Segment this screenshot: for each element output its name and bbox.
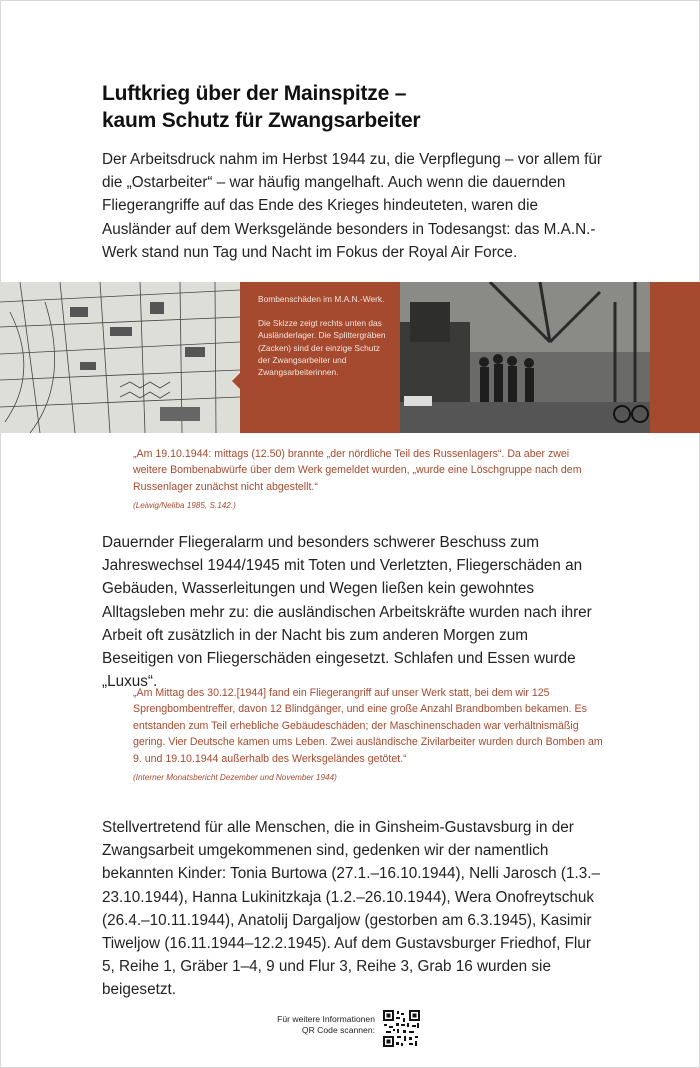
quote-2 xyxy=(133,685,603,786)
body-paragraph-3: Stellvertretend für alle Menschen, die in Ginsheim-Gustavsburg in der Zwangsarbeit umgekommenen sind, gedenken wir der namentlich bekannten Kinder: Tonia Burtowa (27.1.–16.10.1944), Nelli Jarosch (1.3.–23.10.1944), Hanna Lukinitzkaja (1.2.–26.10.1944), Wera Onofreytschuk (26.4.–10.11.1944), Anatolij Dargaljow (gestorben am 6.3.1945), Kasimir Tiweljow (16.11.1944–12.2.1945). Auf dem Gustavsburger Friedhof, Flur 5, Reihe 1, Gräber 1–4, 9 und Flur 3, Reihe 3, Grab 16 wurden sie beigesetzt. xyxy=(102,819,601,999)
caption-text: Die Skizze zeigt rechts unten das Ausländerlager. Die Splittergräben (Zacken) sind der einzige Schutz der Zwangsarbeiter und Zwangsarbeiterinnen. xyxy=(258,318,386,378)
intro-paragraph: Der Arbeitsdruck nahm im Herbst 1944 zu, die Verpflegung – vor allem für die „Ostarbeiter“ – war häufig mangelhaft. Auch wenn die dauernden Fliegerangriffe auf das Ende des Krieges hindeuteten, waren die Ausländer auf dem Werksgelände besonders in Todesangst: das M.A.N.-Werk stand nun Tag und Nacht im Fokus der Royal Air Force. xyxy=(102,151,602,261)
quote-2-source: (Interner Monatsbericht Dezember und November 1944) xyxy=(133,773,337,783)
title-line-1: Luftkrieg über der Mainspitze – xyxy=(102,82,407,105)
qr-label-line-2: QR Code scannen: xyxy=(301,1025,375,1036)
qr-label xyxy=(236,1014,375,1037)
map-sketch-icon xyxy=(0,282,240,433)
title-line-2: kaum Schutz für Zwangsarbeiter xyxy=(102,109,421,132)
qr-code-icon[interactable] xyxy=(383,1010,420,1047)
map-sketch-image xyxy=(0,282,240,433)
bomb-damage-photo xyxy=(400,282,650,433)
qr-label-line-1: Für weitere Informationen xyxy=(277,1014,375,1024)
bomb-damage-photo-icon xyxy=(400,282,650,433)
quote-2-text: „Am Mittag des 30.12.[1944] fand ein Fliegerangriff auf unser Werk statt, bei dem wir 125 Sprengbombentreffer, davon 12 Blindgänger, und eine große Anzahl Brandbomben bekamen. Es entstanden zum Teil erhebliche Gebäudeschäden; der Maschinenschaden war verhältnismäßig gering. Vier Deutsche kamen ums Leben. Zwei ausländische Zivilarbeiter wurden durch Bomben am 9. und 19.10.1944 außerhalb des Werksgeländes getötet.“ xyxy=(133,687,603,765)
caption-pointer xyxy=(232,372,241,390)
page-title xyxy=(102,80,622,134)
body-paragraph-2: Dauernder Fliegeralarm und besonders schwerer Beschuss zum Jahreswechsel 1944/1945 mit Toten und Verletzten, Fliegerschäden an Gebäuden, Wasserleitungen und Wegen ließen kein gewohntes Alltagsleben mehr zu: die ausländischen Arbeitskräfte wurden nach ihrer Arbeit oft zusätzlich in der Nacht bis zum anderen Morgen zum Beseitigen von Fliegerschäden eingesetzt. Schlafen und Essen wurde „Luxus“. xyxy=(102,534,592,691)
quote-1 xyxy=(133,446,603,514)
quote-1-source: (Leiwig/Neliba 1985, S.142.) xyxy=(133,501,236,511)
quote-1-text: „Am 19.10.1944: mittags (12.50) brannte „der nördliche Teil des Russenlagers“. Da aber zwei weitere Bombenabwürfe über dem Werk gemeldet wurden, „wurde eine Löschgruppe nach dem Russenlager zunächst nicht abgestellt.“ xyxy=(133,448,582,493)
caption-title: Bombenschäden im M.A.N.-Werk. xyxy=(258,294,385,304)
image-caption xyxy=(240,282,400,433)
